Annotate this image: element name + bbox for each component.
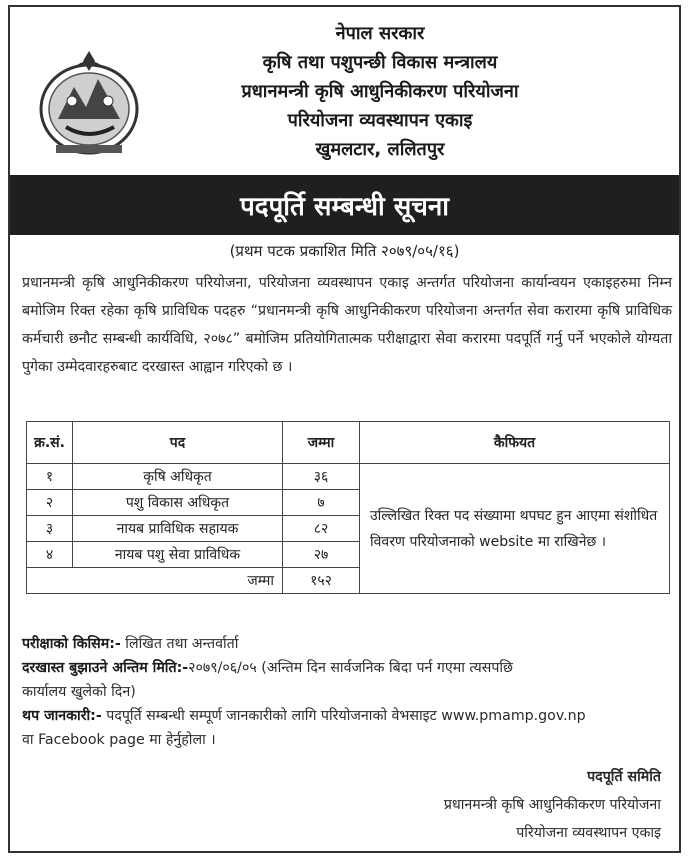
additional-info	[22, 632, 682, 752]
row-sn: ३	[27, 516, 73, 542]
deadline-label: दरखास्त बुझाउने अन्तिम मिति:-	[22, 660, 189, 676]
row-sn: ४	[27, 542, 73, 568]
total-label: जम्मा	[27, 568, 283, 594]
committee-name: पदपूर्ति समिति	[587, 769, 661, 785]
table-header-row	[27, 422, 670, 464]
total-value: १५२	[283, 568, 360, 594]
notice-title: पदपूर्ति सम्बन्धी सूचना	[239, 192, 450, 222]
intro-paragraph: प्रधानमन्त्री कृषि आधुनिकीकरण परियोजना, परियोजना व्यवस्थापन एकाइ अन्तर्गत परियोजना कार्यान्वयन एकाइहरुमा निम्न बमोजिम रिक्त रहेका कृषि प्राविधिक पदहरु “प्रधानमन्त्री कृषि आधुनिकीकरण परियोजना अन्तर्गत सेवा करारमा कृषि प्राविधिक कर्मचारी छनौट सम्बन्धी कार्यविधि, २०७८” बमोजिम प्रतियोगितात्मक परीक्षाद्वारा सेवा करारमा पदपूर्ति गर्नु पर्ने भएकोले योग्यता पुगेका उम्मेदवारहरुबाट दरखास्त आह्वान गरिएको छ ।	[22, 275, 672, 375]
notice-frame	[8, 5, 681, 853]
header-line-4: परियोजना व्यवस्थापन एकाइ	[287, 110, 473, 131]
row-post: नायब पशु सेवा प्राविधिक	[73, 542, 283, 568]
more-info-label: थप जानकारी:-	[22, 708, 102, 724]
row-sn: २	[27, 490, 73, 516]
header-titles	[140, 19, 620, 164]
exam-type-value: लिखित तथा अन्तर्वार्ता	[120, 636, 239, 652]
deadline-value: २०७९/०६/०५ (अन्तिम दिन सार्वजनिक बिदा पर्न गएमा त्यसपछि	[188, 660, 514, 676]
row-sn: १	[27, 464, 73, 490]
header-remarks: कैफियत	[360, 422, 670, 464]
vacancy-table	[26, 421, 670, 594]
header	[10, 7, 679, 175]
row-post: कृषि अधिकृत	[73, 464, 283, 490]
exam-type-label: परीक्षाको किसिम:-	[22, 636, 121, 652]
exam-type-line	[22, 632, 682, 656]
nepal-government-emblem-icon	[36, 49, 142, 159]
deadline-continuation: कार्यालय खुलेको दिन)	[22, 684, 136, 700]
more-info-line	[22, 704, 682, 728]
header-line-1: नेपाल सरकार	[335, 23, 425, 44]
row-post: पशु विकास अधिकृत	[73, 490, 283, 516]
more-info-continuation: वा Facebook page मा हेर्नुहोला ।	[22, 732, 216, 748]
signature-org-2: परियोजना व्यवस्थापन एकाइ	[516, 825, 661, 841]
header-total: जम्मा	[283, 422, 360, 464]
more-info-value: पदपूर्ति सम्बन्धी सम्पूर्ण जानकारीको लागि परियोजनाको वेभसाइट www.pmamp.gov.np	[101, 708, 586, 724]
row-count: ७	[283, 490, 360, 516]
row-count: २७	[283, 542, 360, 568]
signature-block	[444, 763, 661, 847]
header-sn: क्र.सं.	[27, 422, 73, 464]
signature-org-1: प्रधानमन्त्री कृषि आधुनिकीकरण परियोजना	[443, 797, 661, 813]
remarks-cell: उल्लिखित रिक्त पद संख्यामा थपघट हुन आएमा संशोधित विवरण परियोजनाको website मा राखिनेछ ।	[360, 464, 670, 594]
row-count: ३६	[283, 464, 360, 490]
notice-title-banner	[10, 175, 679, 235]
header-line-3: प्रधानमन्त्री कृषि आधुनिकीकरण परियोजना	[241, 81, 519, 102]
header-line-5: खुमलटार, ललितपुर	[315, 139, 445, 160]
row-count: ८२	[283, 516, 360, 542]
deadline-line	[22, 656, 682, 680]
header-post: पद	[73, 422, 283, 464]
row-post: नायब प्राविधिक सहायक	[73, 516, 283, 542]
header-line-2: कृषि तथा पशुपन्छी विकास मन्त्रालय	[262, 52, 498, 73]
published-date: (प्रथम पटक प्रकाशित मिति २०७९/०५/१६)	[229, 242, 460, 260]
table-row	[27, 464, 670, 490]
